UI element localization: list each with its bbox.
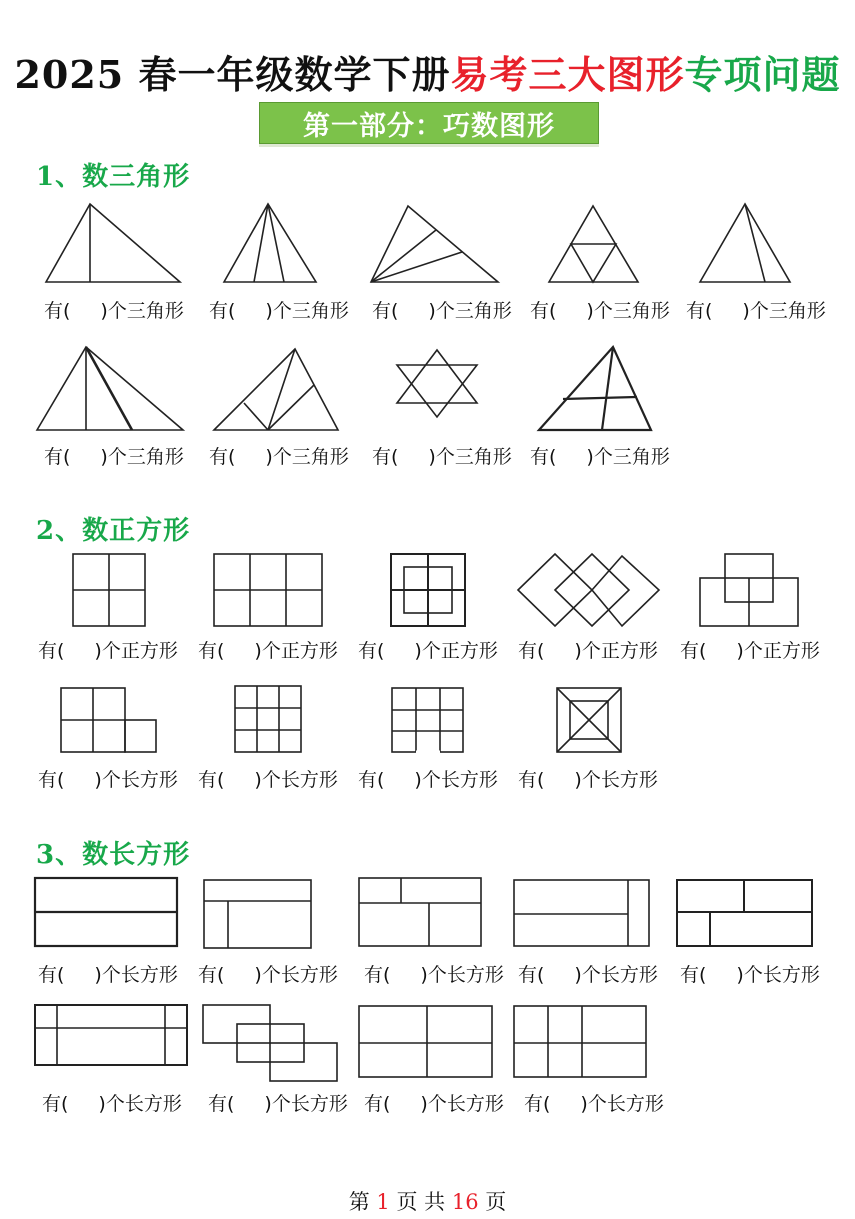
caption-square-9: 有( )个长方形 [518, 769, 658, 791]
rect-figure-4 [514, 880, 649, 946]
square-figure-8 [392, 688, 463, 752]
rect-figure-1 [35, 878, 177, 946]
square-figure-4 [518, 554, 659, 626]
caption-rect-3: 有( )个长方形 [364, 964, 504, 986]
triangle-figure-2 [224, 204, 316, 282]
footer-total-pages: 16 [451, 1190, 479, 1214]
caption-triangle-8: 有( )个三角形 [372, 446, 512, 468]
caption-rect-6: 有( )个长方形 [42, 1093, 182, 1115]
title-part-2: 易考三大图形 [450, 52, 685, 97]
caption-rect-8: 有( )个长方形 [364, 1093, 504, 1115]
caption-triangle-3: 有( )个三角形 [372, 300, 512, 322]
triangle-figure-3 [371, 206, 498, 282]
caption-rect-2: 有( )个长方形 [198, 964, 338, 986]
caption-rect-9: 有( )个长方形 [524, 1093, 664, 1115]
caption-rect-5: 有( )个长方形 [680, 964, 820, 986]
square-figure-3 [391, 554, 465, 626]
caption-rect-4: 有( )个长方形 [518, 964, 658, 986]
title-part-1: 2025 春一年级数学下册 [14, 52, 451, 97]
footer-mid: 页 共 [396, 1190, 446, 1214]
caption-square-5: 有( )个正方形 [680, 640, 820, 662]
square-figure-6 [61, 688, 156, 752]
section-title-rectangles: 3、数长方形 [36, 840, 191, 870]
rect-figure-5 [677, 880, 812, 946]
rect-figure-7 [203, 1005, 337, 1081]
footer-post: 页 [485, 1190, 507, 1214]
section-title-squares: 2、数正方形 [36, 516, 191, 546]
caption-triangle-5: 有( )个三角形 [686, 300, 826, 322]
caption-square-6: 有( )个长方形 [38, 769, 178, 791]
rect-figure-9 [514, 1006, 646, 1077]
caption-triangle-6: 有( )个三角形 [44, 446, 184, 468]
caption-square-3: 有( )个正方形 [358, 640, 498, 662]
caption-square-2: 有( )个正方形 [198, 640, 338, 662]
square-figure-7 [235, 686, 301, 752]
caption-square-1: 有( )个正方形 [38, 640, 178, 662]
triangle-figure-5 [700, 204, 790, 282]
caption-square-8: 有( )个长方形 [358, 769, 498, 791]
rect-figure-3 [359, 878, 481, 946]
caption-rect-1: 有( )个长方形 [38, 964, 178, 986]
caption-square-4: 有( )个正方形 [518, 640, 658, 662]
triangle-figure-8 [397, 350, 477, 417]
caption-square-7: 有( )个长方形 [198, 769, 338, 791]
rect-figure-8 [359, 1006, 492, 1077]
triangle-figure-1 [46, 204, 180, 282]
triangle-figure-9 [539, 347, 651, 430]
caption-triangle-7: 有( )个三角形 [209, 446, 349, 468]
caption-triangle-2: 有( )个三角形 [209, 300, 349, 322]
rect-figure-6 [35, 1005, 187, 1065]
page-footer [0, 1186, 855, 1216]
square-figure-2 [214, 554, 322, 626]
triangle-figure-4 [549, 206, 638, 282]
footer-page-number: 1 [376, 1190, 390, 1214]
triangle-figure-6 [37, 347, 183, 430]
title-part-3: 专项问题 [684, 52, 841, 97]
square-figure-1 [73, 554, 145, 626]
caption-triangle-4: 有( )个三角形 [530, 300, 670, 322]
footer-pre: 第 [348, 1190, 370, 1214]
part-banner: 第一部分：巧数图形 [259, 102, 599, 144]
caption-triangle-9: 有( )个三角形 [530, 446, 670, 468]
square-figure-5 [700, 554, 798, 626]
square-figure-9 [557, 688, 621, 752]
section-title-triangles: 1、数三角形 [36, 162, 191, 192]
caption-triangle-1: 有( )个三角形 [44, 300, 184, 322]
caption-rect-7: 有( )个长方形 [208, 1093, 348, 1115]
rect-figure-2 [204, 880, 311, 948]
triangle-figure-7 [214, 349, 338, 430]
